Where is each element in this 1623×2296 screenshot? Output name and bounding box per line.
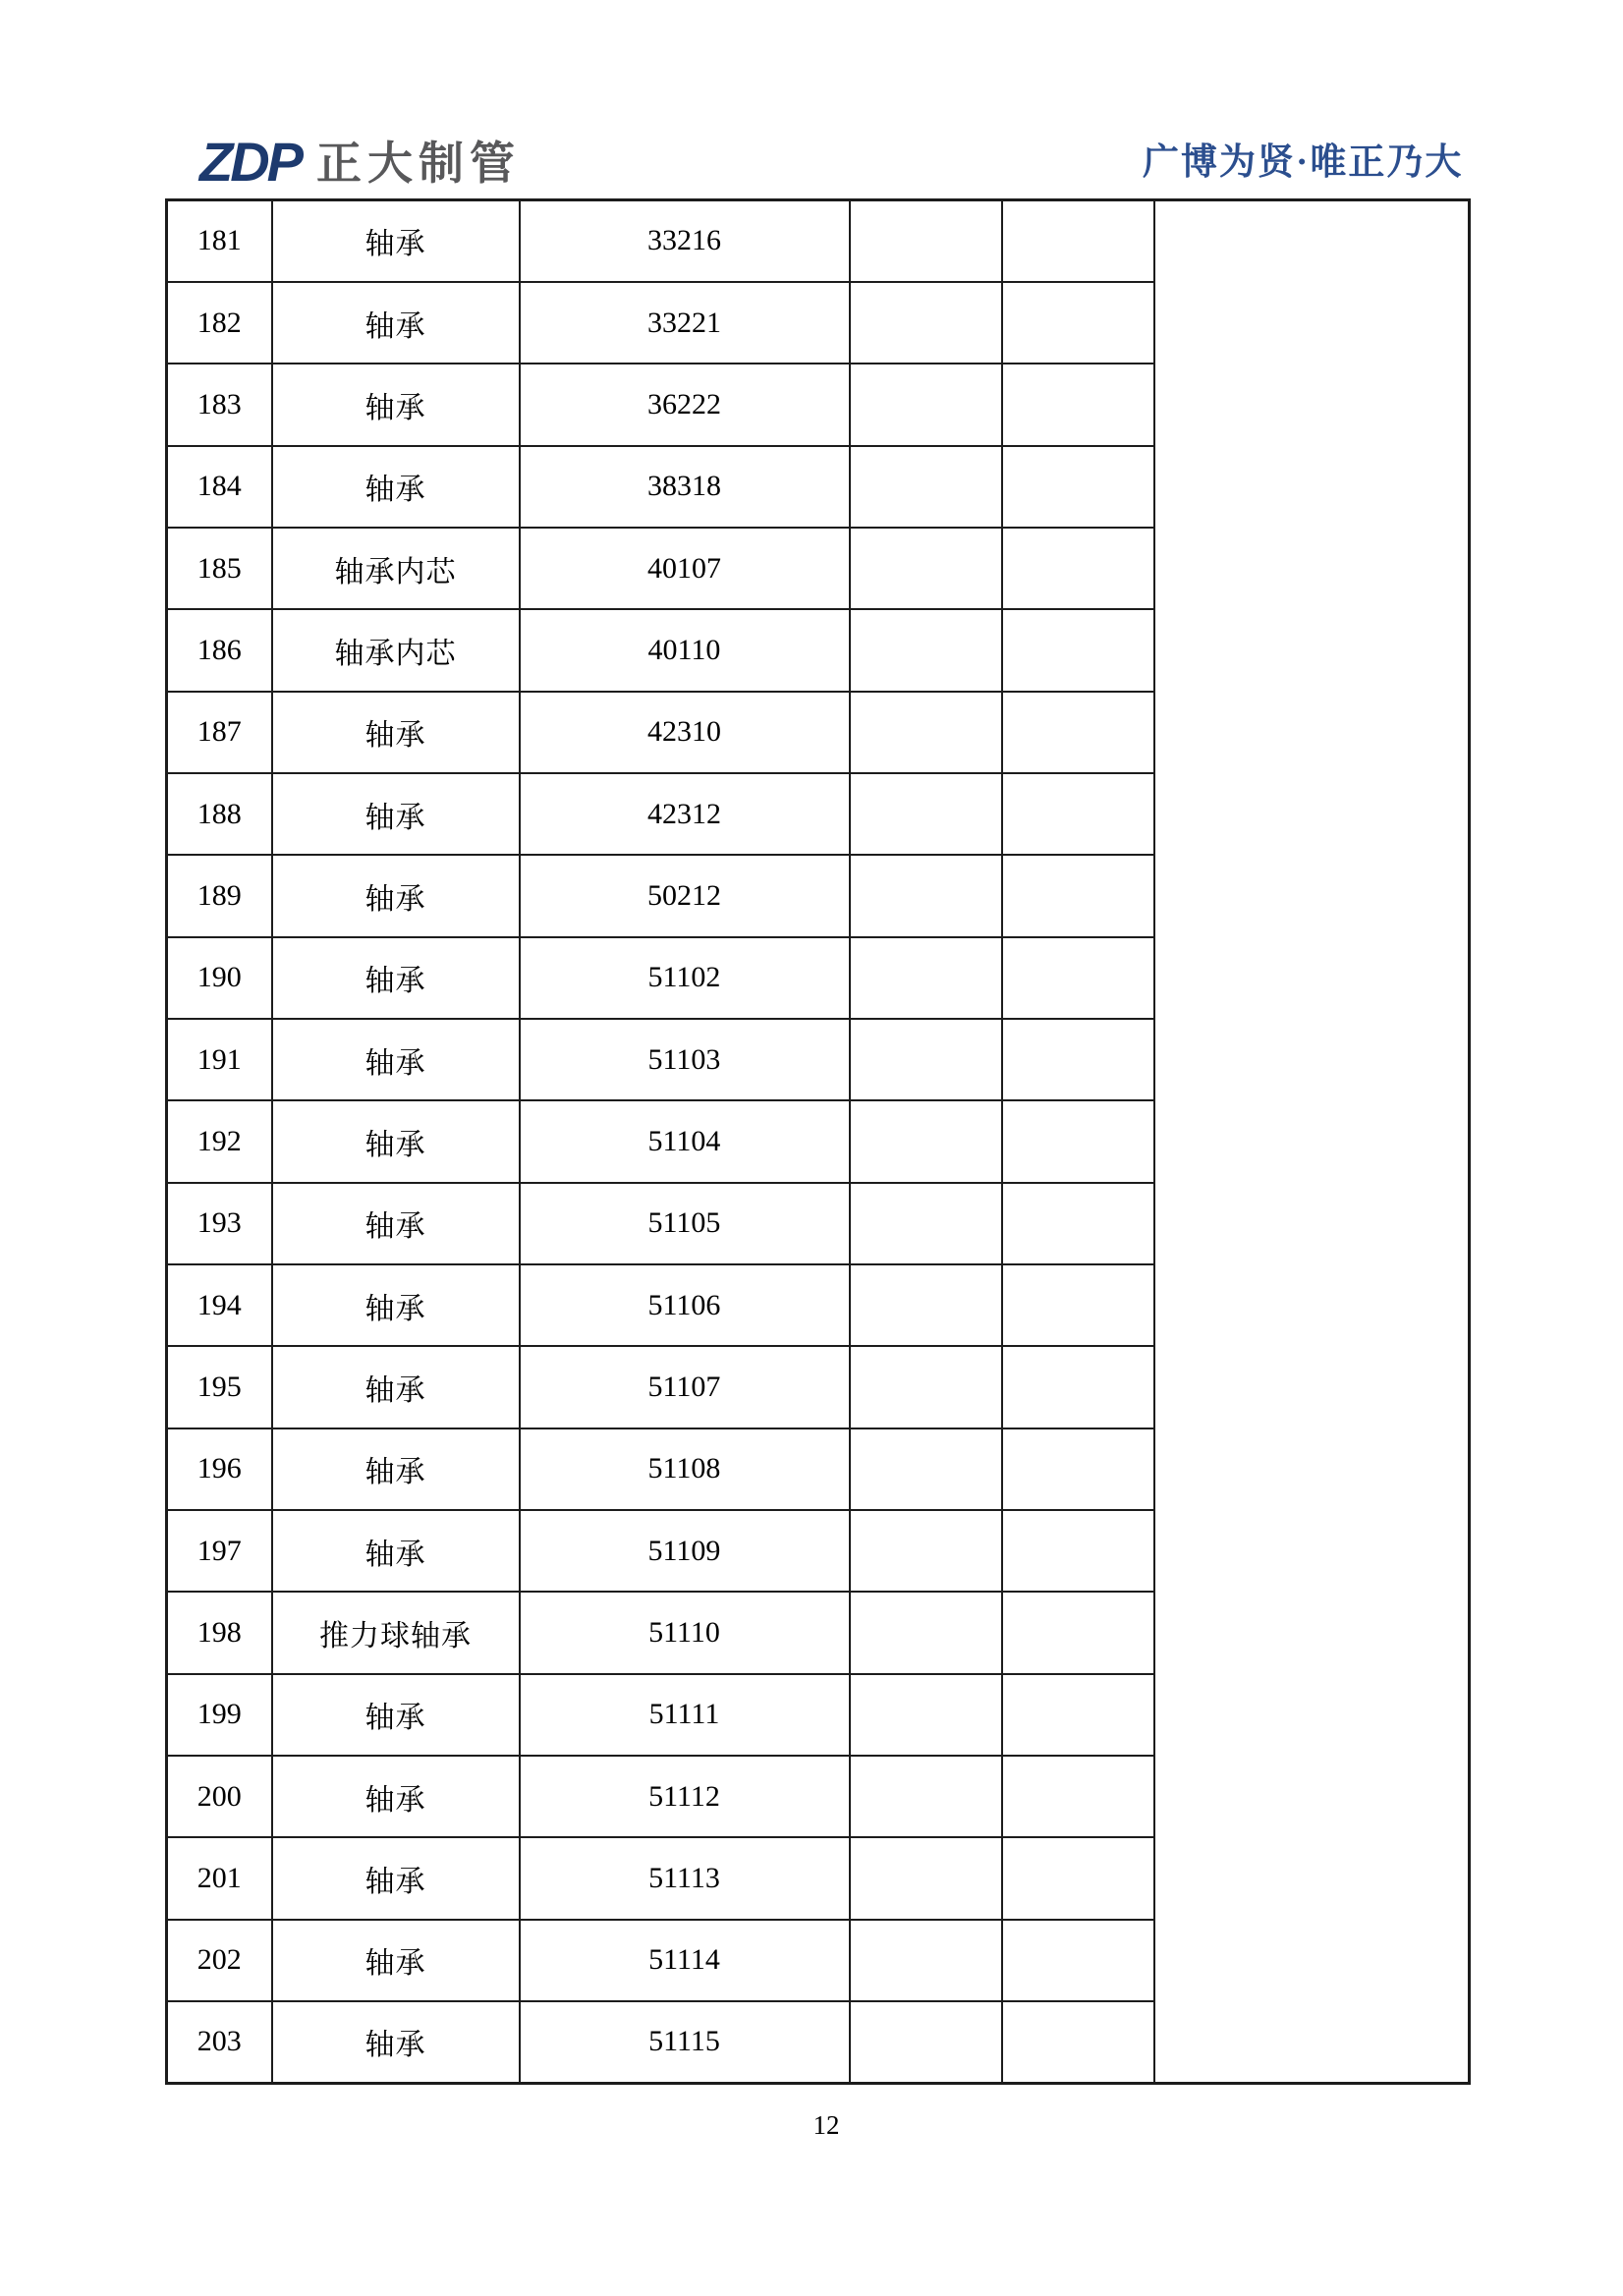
company-logo: [199, 131, 521, 193]
cell-part-name: 轴承: [272, 937, 520, 1019]
cell-part-name: 轴承: [272, 1019, 520, 1100]
cell-empty: [850, 1920, 1002, 2001]
cell-row-number: 182: [167, 282, 272, 364]
cell-part-name: 轴承内芯: [272, 528, 520, 609]
cell-row-number: 190: [167, 937, 272, 1019]
cell-empty: [850, 1674, 1002, 1756]
cell-part-code: 51108: [520, 1428, 850, 1510]
cell-empty: [1002, 1100, 1154, 1182]
cell-row-number: 199: [167, 1674, 272, 1756]
parts-table-body: [167, 200, 1470, 2084]
company-name: 正大制管: [316, 138, 521, 189]
cell-empty: [850, 1183, 1002, 1264]
cell-part-name: 轴承: [272, 1510, 520, 1592]
cell-row-number: 183: [167, 364, 272, 445]
cell-part-code: 36222: [520, 364, 850, 445]
cell-part-name: 轴承: [272, 364, 520, 445]
cell-empty: [1002, 364, 1154, 445]
cell-part-name: 推力球轴承: [272, 1592, 520, 1673]
cell-row-number: 185: [167, 528, 272, 609]
cell-row-number: 200: [167, 1756, 272, 1837]
cell-part-code: 51106: [520, 1264, 850, 1346]
cell-empty: [1002, 1592, 1154, 1673]
cell-part-name: 轴承: [272, 855, 520, 936]
cell-part-name: 轴承: [272, 1837, 520, 1919]
cell-part-code: 51114: [520, 1920, 850, 2001]
cell-part-name: 轴承: [272, 446, 520, 528]
cell-row-number: 203: [167, 2001, 272, 2083]
cell-part-name: 轴承: [272, 1183, 520, 1264]
cell-empty: [850, 200, 1002, 282]
cell-empty: [850, 1428, 1002, 1510]
cell-row-number: 201: [167, 1837, 272, 1919]
zdp-logo-text: ZDP: [199, 131, 301, 193]
page-number: 12: [812, 2110, 840, 2140]
cell-part-code: 40110: [520, 609, 850, 691]
cell-empty: [1002, 855, 1154, 936]
cell-part-code: 51113: [520, 1837, 850, 1919]
cell-row-number: 189: [167, 855, 272, 936]
cell-empty: [1002, 1920, 1154, 2001]
cell-row-number: 188: [167, 773, 272, 855]
cell-row-number: 198: [167, 1592, 272, 1673]
cell-part-code: 51107: [520, 1346, 850, 1428]
parts-table: [165, 198, 1471, 2085]
cell-empty: [1002, 446, 1154, 528]
cell-empty: [850, 1592, 1002, 1673]
cell-remarks-merged: [1154, 200, 1470, 2084]
cell-empty: [1002, 2001, 1154, 2083]
cell-part-code: 51109: [520, 1510, 850, 1592]
cell-empty: [850, 446, 1002, 528]
cell-row-number: 181: [167, 200, 272, 282]
company-slogan: 广博为贤·唯正乃大: [1143, 142, 1464, 183]
cell-part-code: 42310: [520, 692, 850, 773]
cell-part-code: 42312: [520, 773, 850, 855]
cell-empty: [850, 773, 1002, 855]
cell-empty: [850, 282, 1002, 364]
cell-row-number: 191: [167, 1019, 272, 1100]
cell-row-number: 193: [167, 1183, 272, 1264]
cell-row-number: 186: [167, 609, 272, 691]
cell-row-number: 202: [167, 1920, 272, 2001]
cell-empty: [1002, 1428, 1154, 1510]
cell-empty: [850, 855, 1002, 936]
cell-part-code: 51115: [520, 2001, 850, 2083]
cell-part-code: 51104: [520, 1100, 850, 1182]
cell-part-code: 51102: [520, 937, 850, 1019]
cell-empty: [850, 1019, 1002, 1100]
cell-empty: [850, 1264, 1002, 1346]
cell-part-name: 轴承: [272, 282, 520, 364]
cell-part-code: 51105: [520, 1183, 850, 1264]
cell-empty: [850, 692, 1002, 773]
cell-empty: [850, 528, 1002, 609]
cell-part-name: 轴承: [272, 1674, 520, 1756]
cell-part-name: 轴承: [272, 1100, 520, 1182]
cell-empty: [1002, 773, 1154, 855]
cell-row-number: 187: [167, 692, 272, 773]
cell-part-code: 33221: [520, 282, 850, 364]
cell-empty: [1002, 1674, 1154, 1756]
cell-empty: [1002, 1264, 1154, 1346]
cell-part-code: 51110: [520, 1592, 850, 1673]
cell-part-name: 轴承内芯: [272, 609, 520, 691]
cell-empty: [850, 1837, 1002, 1919]
cell-part-name: 轴承: [272, 773, 520, 855]
cell-empty: [850, 1756, 1002, 1837]
cell-empty: [850, 937, 1002, 1019]
cell-part-code: 51111: [520, 1674, 850, 1756]
cell-empty: [1002, 1346, 1154, 1428]
cell-part-code: 40107: [520, 528, 850, 609]
cell-empty: [1002, 1756, 1154, 1837]
cell-row-number: 184: [167, 446, 272, 528]
cell-empty: [850, 609, 1002, 691]
cell-part-name: 轴承: [272, 692, 520, 773]
cell-empty: [850, 1100, 1002, 1182]
cell-part-name: 轴承: [272, 2001, 520, 2083]
cell-empty: [1002, 282, 1154, 364]
cell-empty: [1002, 1510, 1154, 1592]
cell-part-name: 轴承: [272, 1756, 520, 1837]
cell-empty: [1002, 528, 1154, 609]
cell-part-name: 轴承: [272, 1346, 520, 1428]
cell-row-number: 196: [167, 1428, 272, 1510]
cell-empty: [850, 364, 1002, 445]
cell-row-number: 195: [167, 1346, 272, 1428]
cell-empty: [1002, 200, 1154, 282]
cell-part-name: 轴承: [272, 200, 520, 282]
cell-empty: [1002, 937, 1154, 1019]
cell-empty: [1002, 1019, 1154, 1100]
cell-row-number: 194: [167, 1264, 272, 1346]
cell-empty: [850, 2001, 1002, 2083]
cell-part-code: 33216: [520, 200, 850, 282]
cell-part-code: 50212: [520, 855, 850, 936]
cell-empty: [1002, 692, 1154, 773]
cell-row-number: 197: [167, 1510, 272, 1592]
cell-row-number: 192: [167, 1100, 272, 1182]
cell-empty: [850, 1346, 1002, 1428]
cell-part-code: 51103: [520, 1019, 850, 1100]
cell-part-name: 轴承: [272, 1920, 520, 2001]
cell-part-name: 轴承: [272, 1428, 520, 1510]
table-row: [167, 200, 1470, 282]
cell-empty: [1002, 1837, 1154, 1919]
cell-empty: [1002, 609, 1154, 691]
cell-part-name: 轴承: [272, 1264, 520, 1346]
cell-empty: [850, 1510, 1002, 1592]
cell-part-code: 38318: [520, 446, 850, 528]
cell-part-code: 51112: [520, 1756, 850, 1837]
cell-empty: [1002, 1183, 1154, 1264]
